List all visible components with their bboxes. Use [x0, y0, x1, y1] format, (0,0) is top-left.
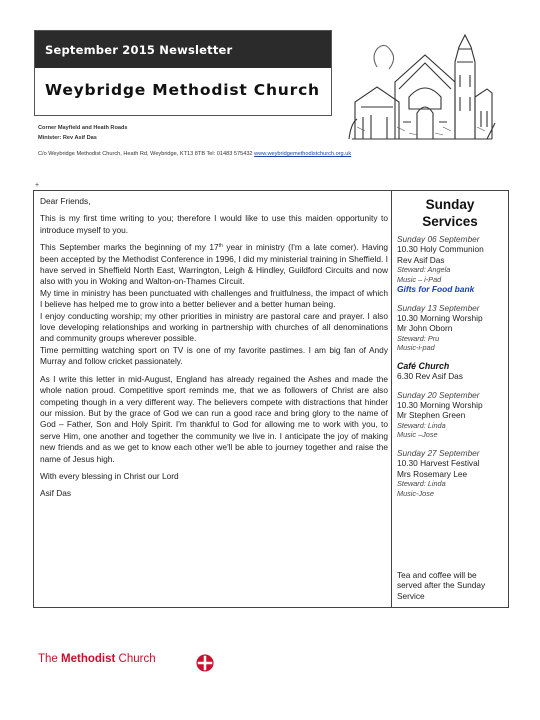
service-entry: Sunday 27 September 10.30 Harvest Festival Mrs Rosemary Lee Steward: Linda Music-Jose [397, 447, 480, 498]
cafe-church-entry: Café Church 6.30 Rev Asif Das [397, 360, 463, 382]
newsletter-date-band [35, 31, 331, 68]
contact-details: C/o Weybridge Methodist Church, Heath Rd, Weybridge, KT13 8TB Tel: 01483 575432 [38, 151, 253, 157]
column-divider [391, 190, 392, 607]
service-entry: Sunday 13 September 10.30 Morning Worship Mr John Oborn Steward: Pru Music-i-pad [397, 302, 483, 353]
plus-icon: + [35, 182, 40, 189]
sunday-services-column [397, 196, 503, 601]
letter-paragraph: As I write this letter in mid-August, England has already regained the Ashes and made the whole nation proud. Competitive sport reminds me, that we as followers of Christ are also competing though in a very different way. The believers compete with distractions that hinder our mission. But by the grace of God we can run a good race and bring glory to the name of God – Father, Son and Holy Spirit. I'm thankful to God for allowing me to work with you, to serve Him, one another and together the community we live in. I anticipate the joy of making new friends and as we get to know each other we'll be able to journey together and raise the name of Jesus high. [40, 373, 388, 464]
letter-paragraph: My time in ministry has been punctuated with challenges and fruitfulness, the impact of which I believe has helped me to grow into a better believer and a better human being. [40, 287, 388, 310]
church-name-title: Weybridge Methodist Church [45, 81, 320, 99]
address-line-location: Corner Mayfield and Heath Roads [38, 125, 128, 131]
letter-greeting: Dear Friends, [40, 196, 91, 206]
church-illustration [347, 27, 497, 147]
letter-paragraph: Time permitting watching sport on TV is one of my favorite pastimes. I am big fan of Andy Murray and follow cricket passionately. [40, 344, 388, 367]
letter-paragraph: This is my first time writing to you; therefore I would like to use this maiden opportunity to introduce myself to you. [40, 213, 388, 235]
newsletter-date-label: September 2015 Newsletter [45, 43, 233, 57]
food-bank-note: Gifts for Food bank [397, 284, 475, 295]
address-line-contact [38, 151, 351, 157]
methodist-church-logo-text: The Methodist Church [38, 653, 156, 665]
service-entry: Sunday 20 September 10.30 Morning Worship Mr Stephen Green Steward: Linda Music –Jose [397, 389, 483, 440]
letter-paragraph: This September marks the beginning of my 17th year in ministry (I'm a late comer). Having been accepted by the Methodist Conference in 1996, I did my ministerial training in Sheffield. I have served in Sheffield North East, Warrington, Leigh & Hindley, Guildford Circuits and now also with you in Woking and Walton-on-Thames Circuit. [40, 242, 389, 287]
letter-closing: With every blessing in Christ our Lord [40, 470, 179, 481]
refreshments-note: Tea and coffee will be served after the Sunday Service [397, 570, 486, 601]
address-line-minister: Minister: Rev Asif Das [38, 135, 97, 141]
website-link[interactable]: www.weybridgemethodistchurch.org.uk [254, 151, 352, 157]
service-entry: Sunday 06 September 10.30 Holy Communion Rev Asif Das Steward: Angela Music – i-Pad Gifts for Food bank [397, 234, 503, 295]
services-title: Sunday Services [422, 197, 478, 229]
methodist-orb-cross-icon [196, 654, 214, 672]
newsletter-header [34, 30, 332, 116]
letter-paragraph: I enjoy conducting worship; my other priorities in ministry are pastoral care and prayer. I also love developing relationships and working in partnership with churches of all denominations and community groups wherever possible. [40, 310, 388, 344]
ministers-letter [40, 196, 388, 506]
letter-signature: Asif Das [40, 488, 72, 499]
